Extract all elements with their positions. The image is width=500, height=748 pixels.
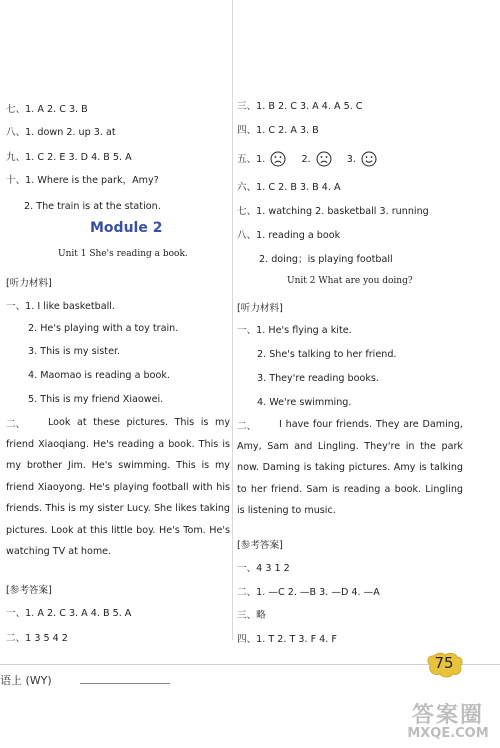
- paragraph-lead: 二、: [237, 421, 257, 432]
- happy-face-icon: [361, 151, 377, 167]
- watermark: [400, 696, 496, 746]
- listening-line: 一、1. He's flying a kite.: [237, 325, 352, 336]
- face-answer-label-3: 3.: [346, 154, 356, 165]
- listening-line: 3. This is my sister.: [28, 346, 121, 357]
- page-number: 75: [434, 654, 454, 672]
- answer-line-8: 八、1. down 2. up 3. at: [6, 127, 116, 138]
- listening-line: 3. They're reading books.: [257, 373, 379, 384]
- listening-line: 5. This is my friend Xiaowei.: [28, 394, 164, 405]
- listening-line: 一、1. I like basketball.: [6, 301, 115, 312]
- answer-line: 三、1. B 2. C 3. A 4. A 5. C: [237, 101, 363, 112]
- listening-line: 2. He's playing with a toy train.: [28, 323, 179, 334]
- listening-paragraph: I have four friends. They are Daming, Amy, Sam and Lingling. They're in the park now. Daming is taking pictures. Amy is talking to her friend. Sam is reading a book. Lingling is listening to music.: [237, 419, 463, 516]
- footer-underline: [80, 683, 170, 684]
- answer-line: 三、略: [237, 610, 266, 621]
- answer-line-10-1: 十、1. Where is the park，Amy?: [6, 175, 159, 186]
- answer-line-9: 九、1. C 2. E 3. D 4. B 5. A: [6, 152, 132, 163]
- listening-line: 4. Maomao is reading a book.: [28, 370, 170, 381]
- module-title: Module 2: [90, 220, 163, 236]
- sad-face-icon: [316, 151, 332, 167]
- listening-line: 2. She's talking to her friend.: [257, 349, 397, 360]
- listening-line: 4. We're swimming.: [257, 397, 352, 408]
- watermark-text: 答案圈: [411, 703, 484, 728]
- section-label: [听力材料]: [237, 303, 283, 314]
- answer-line: 四、1. T 2. T 3. F 4. F: [237, 634, 337, 645]
- section-label: [参考答案]: [6, 585, 52, 596]
- watermark-url: MXQE.COM: [407, 726, 489, 741]
- answer-line: 六、1. C 2. B 3. B 4. A: [237, 182, 341, 193]
- answer-line: 八、1. reading a book: [237, 230, 341, 241]
- listening-paragraph: Look at these pictures. This is my friend Xiaoqiang. He's reading a book. This is my brother Jim. He's swimming. This is my friend Xiaoyong. He's playing football with his friends. This is my sister Lucy. She likes taking pictures. Look at this little boy. He's Tom. He's watching TV at home.: [6, 417, 230, 557]
- unit-title: Unit 1 She's reading a book.: [58, 249, 188, 259]
- face-answer-line: [237, 151, 379, 167]
- answer-line: 2. doing；is playing football: [259, 254, 393, 265]
- answer-line-10-2: 2. The train is at the station.: [24, 201, 161, 212]
- unit-title: Unit 2 What are you doing?: [287, 276, 413, 286]
- answer-line: 二、1. —C 2. —B 3. —D 4. —A: [237, 587, 380, 598]
- face-answer-prefix: 五、1.: [237, 154, 266, 165]
- answer-line: 二、1 3 5 4 2: [6, 633, 68, 644]
- section-label: [参考答案]: [237, 540, 283, 551]
- answer-line: 一、4 3 1 2: [237, 563, 290, 574]
- answer-line: 四、1. C 2. A 3. B: [237, 125, 319, 136]
- right-column: [232, 0, 473, 645]
- section-label: [听力材料]: [6, 278, 52, 289]
- footer-subject: 语上 (WY): [0, 674, 52, 687]
- sad-face-icon: [270, 151, 286, 167]
- answer-line-7: 七、1. A 2. C 3. B: [6, 104, 88, 115]
- answer-line: 七、1. watching 2. basketball 3. running: [237, 206, 429, 217]
- paragraph-lead: 二、: [6, 419, 26, 430]
- face-answer-label-2: 2.: [301, 154, 311, 165]
- answer-line: 一、1. A 2. C 3. A 4. B 5. A: [6, 608, 132, 619]
